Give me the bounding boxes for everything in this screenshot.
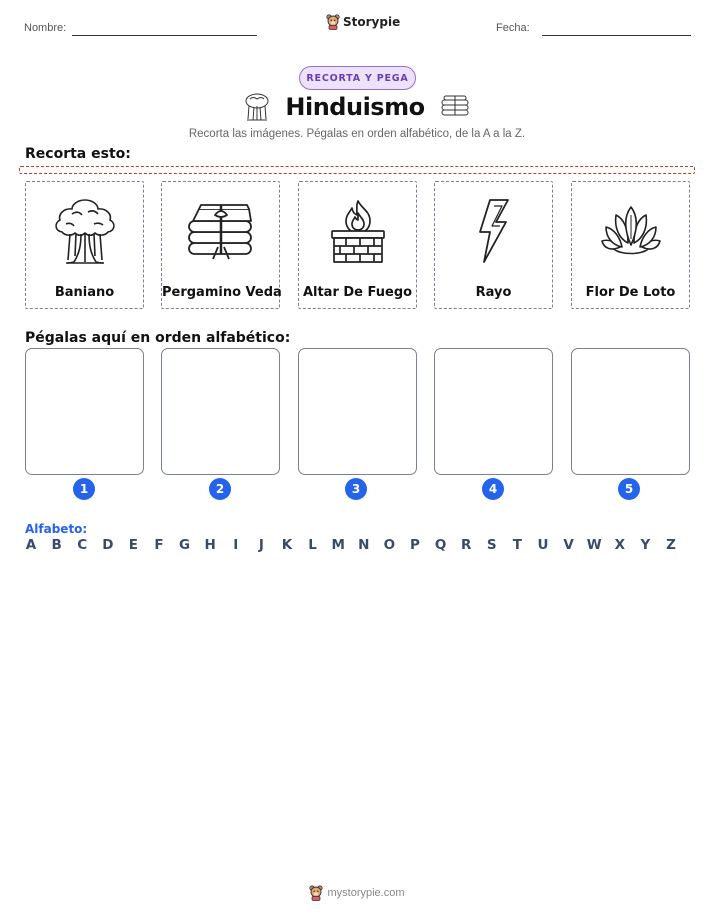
- alphabet-letter: F: [154, 537, 164, 553]
- alphabet-letter: O: [383, 537, 396, 553]
- page-title: Hinduismo: [285, 93, 425, 121]
- paste-box[interactable]: [571, 348, 690, 475]
- slot-number-badge: 3: [345, 478, 367, 500]
- paste-box[interactable]: [161, 348, 280, 475]
- worksheet-header: [24, 14, 691, 38]
- alphabet-letter: M: [331, 537, 345, 553]
- alphabet-letter: Z: [666, 537, 676, 553]
- paste-box[interactable]: [434, 348, 553, 475]
- alphabet-letter: V: [563, 537, 574, 553]
- paste-box[interactable]: [298, 348, 417, 475]
- name-label: Nombre:: [24, 22, 67, 34]
- footer-url: mystorypie.com: [327, 887, 405, 899]
- alphabet-letter: K: [281, 537, 293, 553]
- card-label: Altar De Fuego: [302, 285, 413, 300]
- slot-number-badge: 1: [73, 478, 95, 500]
- alphabet-letter: P: [410, 537, 420, 553]
- name-line: [72, 35, 257, 36]
- fire-altar-icon: [326, 197, 390, 265]
- alphabet-letter: N: [358, 537, 370, 553]
- alphabet-letter: G: [179, 537, 191, 553]
- alphabet-letter: T: [512, 537, 522, 553]
- bear-logo-icon: [326, 14, 340, 30]
- alphabet-letter: H: [204, 537, 216, 553]
- slot-number-badge: 5: [618, 478, 640, 500]
- alphabet-letter: C: [77, 537, 88, 553]
- activity-badge: RECORTA Y PEGA: [299, 66, 416, 90]
- date-line: [542, 35, 691, 36]
- brand-logo: [326, 14, 400, 30]
- cutout-card[interactable]: [434, 181, 553, 309]
- banyan-tree-icon: [243, 92, 271, 122]
- title-row: [0, 92, 714, 122]
- brand-name: Storypie: [343, 15, 401, 29]
- alphabet-letter: D: [102, 537, 114, 553]
- alphabet-letter: E: [128, 537, 138, 553]
- banyan-tree-icon: [48, 194, 122, 268]
- card-label: Flor De Loto: [585, 285, 676, 300]
- paste-slots: [25, 348, 690, 500]
- alphabet-letter: I: [233, 537, 239, 553]
- slot-number-badge: 4: [482, 478, 504, 500]
- date-label: Fecha:: [496, 22, 530, 34]
- lotus-flower-icon: [598, 203, 664, 259]
- alphabet-title: Alfabeto:: [25, 522, 88, 536]
- alphabet-letter: J: [258, 537, 264, 553]
- instructions: Recorta las imágenes. Pégalas en orden alfabético, de la A a la Z.: [188, 128, 526, 140]
- alphabet-row: [25, 537, 690, 555]
- cutout-cards: [25, 181, 690, 309]
- card-label: Baniano: [54, 285, 115, 300]
- alphabet-letter: B: [51, 537, 62, 553]
- card-label: Pergamino Veda: [162, 285, 282, 300]
- alphabet-letter: S: [486, 537, 497, 553]
- cutout-card[interactable]: [571, 181, 690, 309]
- paste-box[interactable]: [25, 348, 144, 475]
- cutout-card[interactable]: [25, 181, 144, 309]
- alphabet-letter: R: [460, 537, 472, 553]
- alphabet-letter: W: [586, 537, 602, 553]
- alphabet-letter: X: [614, 537, 625, 553]
- footer: [0, 885, 714, 901]
- alphabet-letter: L: [308, 537, 317, 553]
- lightning-icon: [474, 198, 514, 264]
- slot-number-badge: 2: [209, 478, 231, 500]
- veda-scroll-icon: [185, 201, 257, 261]
- scroll-stack-icon: [439, 95, 471, 119]
- cut-section-title: Recorta esto:: [25, 146, 131, 162]
- alphabet-letter: Y: [640, 537, 651, 553]
- alphabet-letter: U: [537, 537, 549, 553]
- alphabet-letter: Q: [434, 537, 447, 553]
- card-label: Rayo: [475, 285, 512, 300]
- cut-line: [19, 166, 695, 174]
- cutout-card[interactable]: [298, 181, 417, 309]
- paste-section-title: Pégalas aquí en orden alfabético:: [25, 330, 291, 346]
- alphabet-letter: A: [25, 537, 37, 553]
- bear-logo-icon: [309, 885, 323, 901]
- cutout-card[interactable]: [161, 181, 280, 309]
